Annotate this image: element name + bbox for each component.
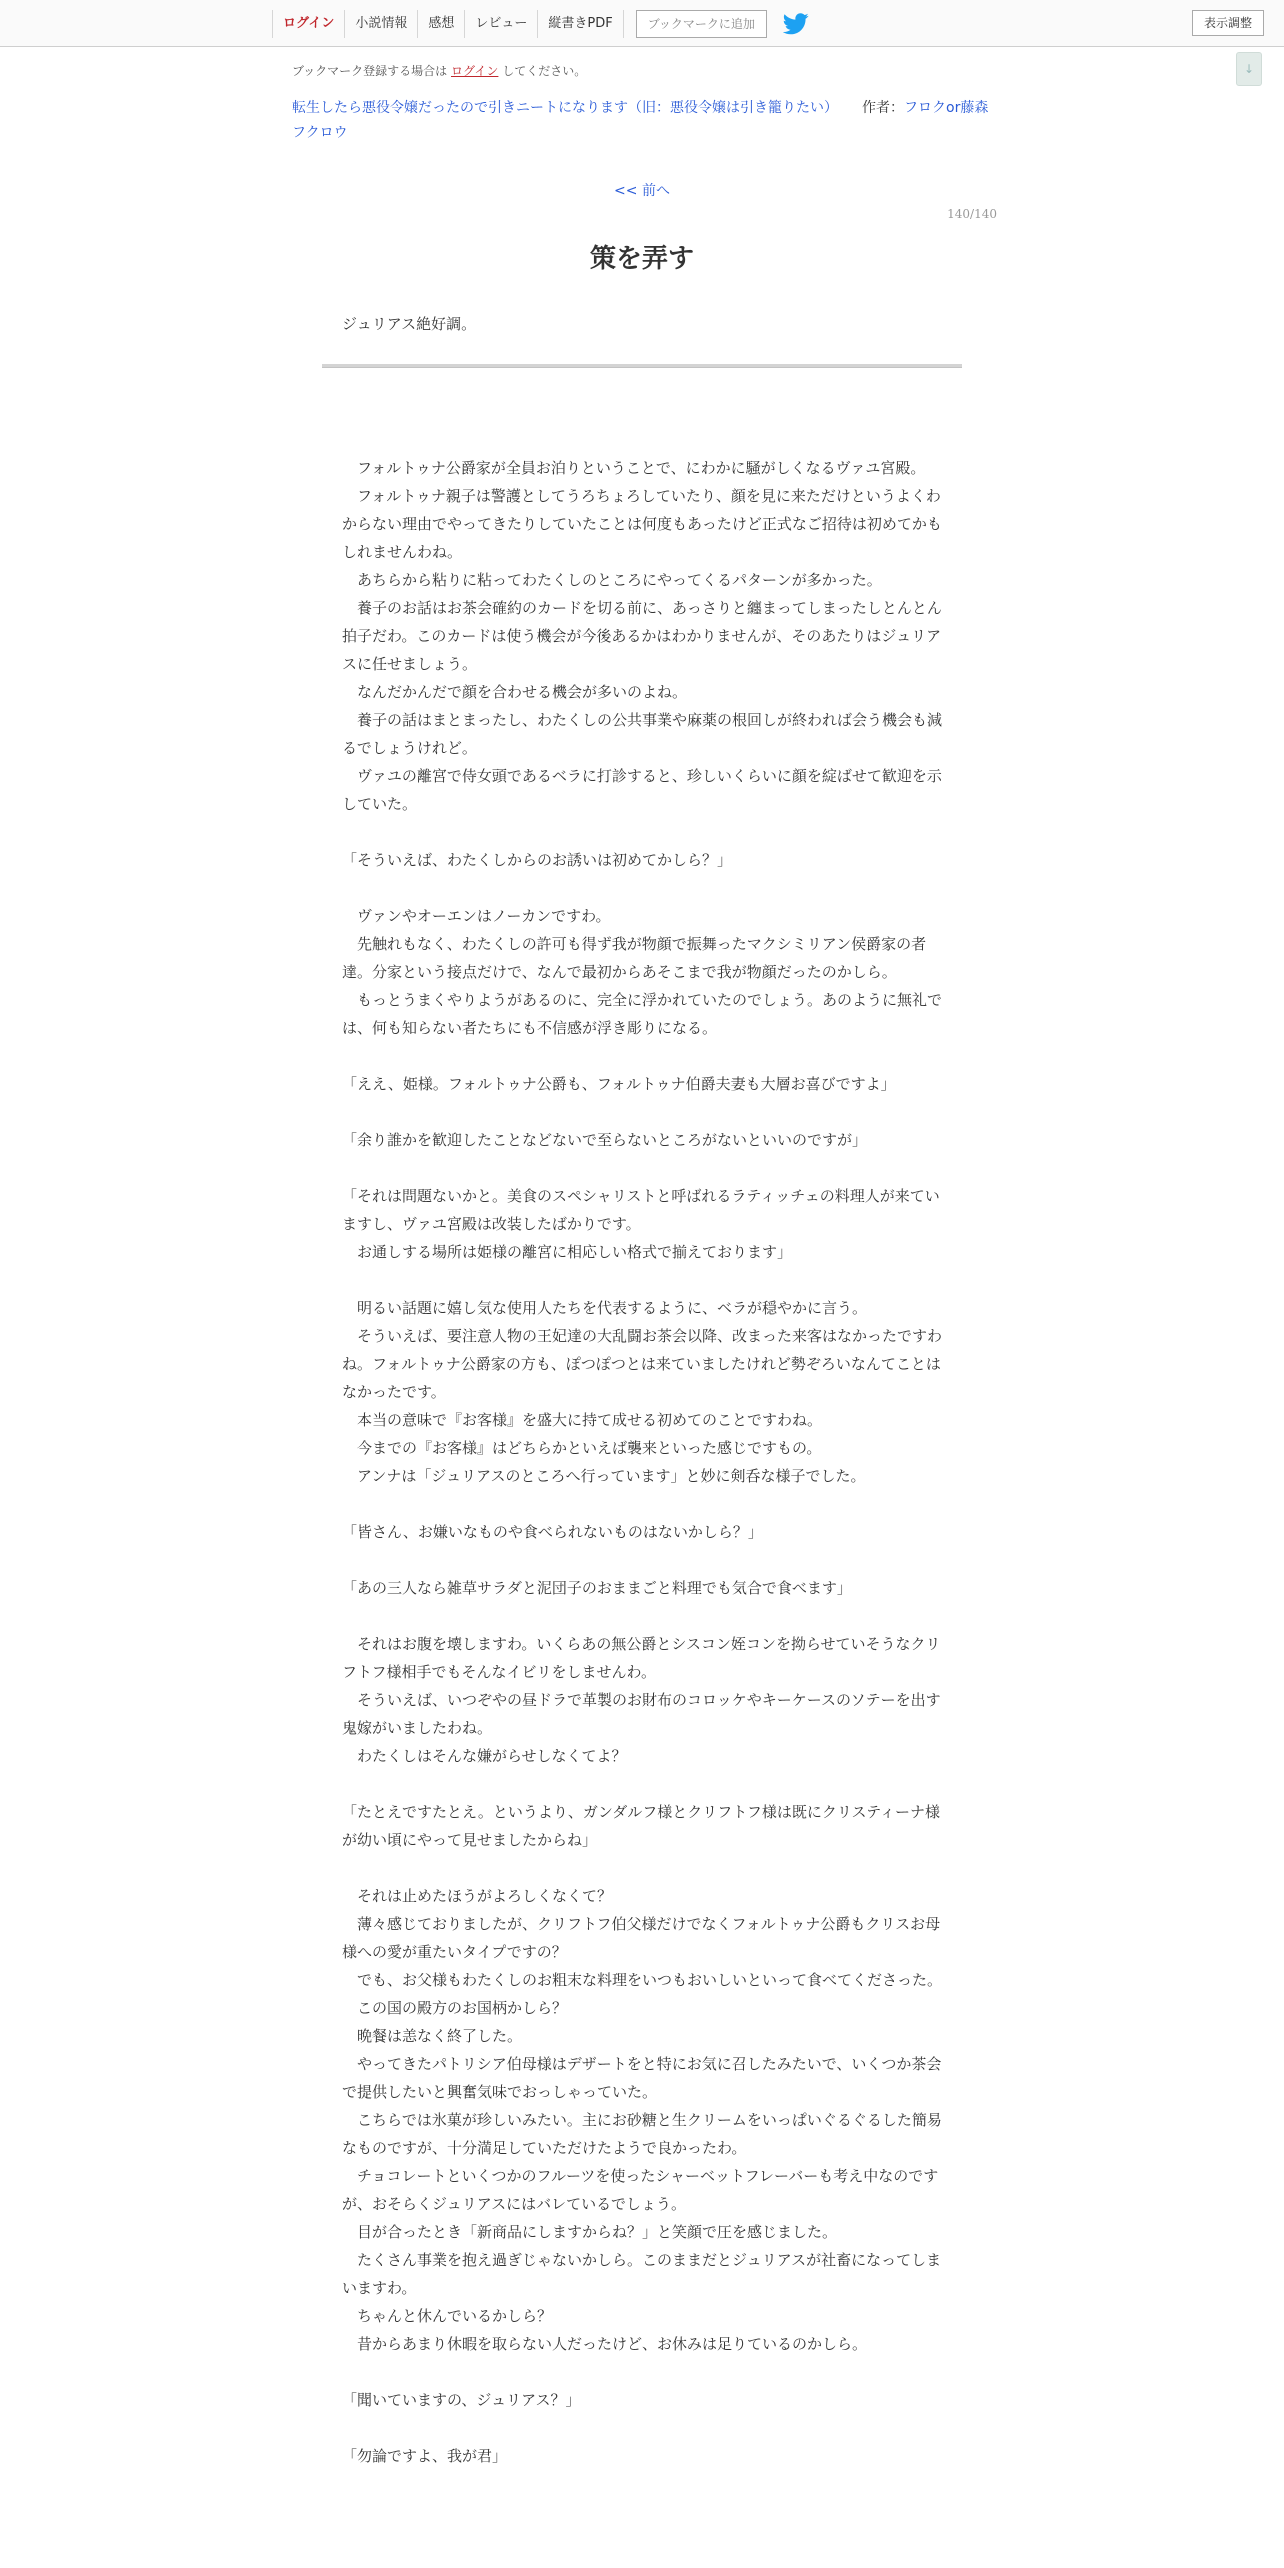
body-paragraph: ちゃんと休んでいるかしら？ — [342, 2307, 553, 2325]
bookmark-note-text-after: してください。 — [502, 64, 587, 78]
blank-line — [342, 1602, 942, 1630]
author-info — [862, 96, 1022, 121]
body-paragraph: 今までの『お客様』はどちらかといえば襲来といった感じですもの。 — [342, 1439, 822, 1457]
display-settings-button[interactable]: 表示調整 — [1192, 10, 1264, 36]
body-paragraph: わたくしはそんな嫌がらせしなくてよ？ — [342, 1747, 627, 1765]
chapter-body — [342, 454, 942, 2470]
blank-line — [342, 874, 942, 902]
author-link-continued[interactable]: フクロウ — [292, 125, 348, 141]
body-paragraph: 「たとえですたとえ。というより、ガンダルフ様とクリフトフ様は既にクリスティーナ様が幼い頃にやって見せましたからね」 — [342, 1803, 941, 1849]
body-paragraph: やってきたパトリシア伯母様はデザートをと特にお気に召したみたいで、いくつか茶会で提供したいと興奮気味でおっしゃっていた。 — [342, 2055, 942, 2101]
body-paragraph: 「余り誰かを歓迎したことなどないで至らないところがないといいのですが」 — [342, 1131, 868, 1149]
blank-line — [342, 1770, 942, 1798]
body-paragraph: 「ええ、姫様。フォルトゥナ公爵も、フォルトゥナ伯爵夫妻も大層お喜びですよ」 — [342, 1075, 896, 1093]
body-paragraph: 「勿論ですよ、我が君」 — [342, 2447, 508, 2465]
body-paragraph: たくさん事業を抱え過ぎじゃないかしら。このままだとジュリアスが社畜になってしまいますわ。 — [342, 2251, 942, 2297]
blank-line — [342, 1154, 942, 1182]
body-paragraph: なんだかんだで顔を合わせる機会が多いのよね。 — [342, 683, 688, 701]
body-paragraph: 「それは問題ないかと。美食のスペシャリストと呼ばれるラティッチェの料理人が来ていますし、ヴァユ宮殿は改装したばかりです。 — [342, 1187, 940, 1233]
novel-title-link[interactable]: 転生したら悪役令嬢だったので引きニートになります（旧：悪役令嬢は引き籠りたい） — [292, 100, 838, 116]
blank-line — [342, 1854, 942, 1882]
body-paragraph: お通しする場所は姫様の離宮に相応しい格式で揃えております」 — [342, 1243, 793, 1261]
twitter-icon[interactable] — [783, 13, 809, 35]
body-paragraph: こちらでは氷菓が珍しいみたい。主にお砂糖と生クリームをいっぱいぐるぐるした簡易なものですが、十分満足していただけたようで良かったわ。 — [342, 2111, 942, 2157]
body-paragraph: あちらから粘りに粘ってわたくしのところにやってくるパターンが多かった。 — [342, 571, 882, 589]
body-paragraph: ヴァンやオーエンはノーカンですわ。 — [342, 907, 611, 925]
body-paragraph: 「聞いていますの、ジュリアス？」 — [342, 2391, 581, 2409]
blank-line — [342, 818, 942, 846]
blank-line — [342, 2358, 942, 2386]
blank-line — [342, 1490, 942, 1518]
body-paragraph: チョコレートといくつかのフルーツを使ったシャーベットフレーバーも考え中なのですが、おそらくジュリアスにはバレているでしょう。 — [342, 2167, 939, 2213]
body-paragraph: 昔からあまり休暇を取らない人だったけど、お休みは足りているのかしら。 — [342, 2335, 868, 2353]
nav-impressions[interactable]: 感想 — [418, 10, 465, 38]
blank-line — [342, 1042, 942, 1070]
add-bookmark-button[interactable]: ブックマークに追加 — [636, 10, 767, 38]
blank-line — [342, 1098, 942, 1126]
top-navigation-bar — [0, 0, 1284, 47]
nav-menu — [272, 9, 809, 39]
author-label: 作者： — [862, 100, 904, 116]
body-paragraph: 「あの三人なら雑草サラダと泥団子のおままごと料理でも気合で食べます」 — [342, 1579, 852, 1597]
body-paragraph: 先触れもなく、わたくしの許可も得ず我が物顔で振舞ったマクシミリアン侯爵家の者達。分家という接点だけで、なんで最初からあそこまで我が物顔だったのかしら。 — [342, 935, 927, 981]
blank-line — [342, 1546, 942, 1574]
body-paragraph: 養子のお話はお茶会確約のカードを切る前に、あっさりと纏まってしまったしとんとん拍子だわ。このカードは使う機会が今後あるかはわかりませんが、そのあたりはジュリアスに任せましょう。 — [342, 599, 942, 673]
body-paragraph: そういえば、いつぞやの昼ドラで革製のお財布のコロッケやキーケースのソテーを出す鬼嫁がいましたわね。 — [342, 1691, 941, 1737]
scroll-down-icon[interactable]: ↓ — [1236, 52, 1262, 86]
body-paragraph: ヴァユの離宮で侍女頭であるベラに打診すると、珍しいくらいに顔を綻ばせて歓迎を示していた。 — [342, 767, 942, 813]
chapter-preface: ジュリアス絶好調。 — [342, 315, 477, 333]
chapter-counter: 140/140 — [947, 207, 997, 221]
body-paragraph: 薄々感じておりましたが、クリフトフ伯父様だけでなくフォルトゥナ公爵もクリスお母様への愛が重たいタイプですの？ — [342, 1915, 941, 1961]
previous-chapter-link[interactable]: << 前へ — [614, 183, 670, 199]
body-paragraph: 明るい話題に嬉し気な使用人たちを代表するように、ベラが穏やかに言う。 — [342, 1299, 868, 1317]
nav-login[interactable]: ログイン — [272, 10, 345, 38]
body-paragraph: 目が合ったとき「新商品にしますからね？」と笑顔で圧を感じました。 — [342, 2223, 838, 2241]
blank-line — [342, 1266, 942, 1294]
bookmark-note-text: ブックマーク登録する場合は — [292, 64, 448, 78]
body-paragraph: アンナは「ジュリアスのところへ行っています」と妙に剣呑な様子でした。 — [342, 1467, 866, 1485]
body-paragraph: フォルトゥナ親子は警護としてうろちょろしていたり、顔を見に来ただけというよくわからない理由でやってきたりしていたことは何度もあったけど正式なご招待は初めてかもしれませんわね。 — [342, 487, 942, 561]
bookmark-login-link[interactable]: ログイン — [451, 64, 499, 78]
nav-review[interactable]: レビュー — [465, 10, 538, 38]
blank-line — [342, 2414, 942, 2442]
body-paragraph: フォルトゥナ公爵家が全員お泊りということで、にわかに騒がしくなるヴァユ宮殿。 — [342, 459, 926, 477]
preface-divider — [322, 364, 962, 368]
body-paragraph: この国の殿方のお国柄かしら？ — [342, 1999, 568, 2017]
body-paragraph: 晩餐は恙なく終了した。 — [342, 2027, 523, 2045]
body-paragraph: そういえば、要注意人物の王妃達の大乱闘お茶会以降、改まった来客はなかったですわね。フォルトゥナ公爵家の方も、ぽつぽつとは来ていましたけれど勢ぞろいなんてことはなかったです。 — [342, 1327, 943, 1401]
body-paragraph: でも、お父様もわたくしのお粗末な料理をいつもおいしいといって食べてくださった。 — [342, 1971, 943, 1989]
author-link[interactable]: フロクor藤森 — [904, 100, 989, 116]
body-paragraph: 「そういえば、わたくしからのお誘いは初めてかしら？」 — [342, 851, 733, 869]
body-paragraph: もっとうまくやりようがあるのに、完全に浮かれていたのでしょう。あのように無礼では、何も知らない者たちにも不信感が浮き彫りになる。 — [342, 991, 943, 1037]
body-paragraph: 本当の意味で『お客様』を盛大に持て成せる初めてのことですわね。 — [342, 1411, 823, 1429]
chapter-title: 策を弄す — [589, 244, 694, 274]
bookmark-login-note — [292, 62, 586, 79]
nav-vertical-pdf[interactable]: 縦書きPDF — [538, 10, 623, 38]
body-paragraph: それはお腹を壊しますわ。いくらあの無公爵とシスコン姪コンを拗らせていそうなクリフトフ様相手でもそんなイビリをしませんわ。 — [342, 1635, 941, 1681]
body-paragraph: それは止めたほうがよろしくなくて？ — [342, 1887, 613, 1905]
body-paragraph: 養子の話はまとまったし、わたくしの公共事業や麻薬の根回しが終われば会う機会も減るでしょうけれど。 — [342, 711, 943, 757]
nav-novel-info[interactable]: 小説情報 — [345, 10, 418, 38]
body-paragraph: 「皆さん、お嫌いなものや食べられないものはないかしら？」 — [342, 1523, 763, 1541]
